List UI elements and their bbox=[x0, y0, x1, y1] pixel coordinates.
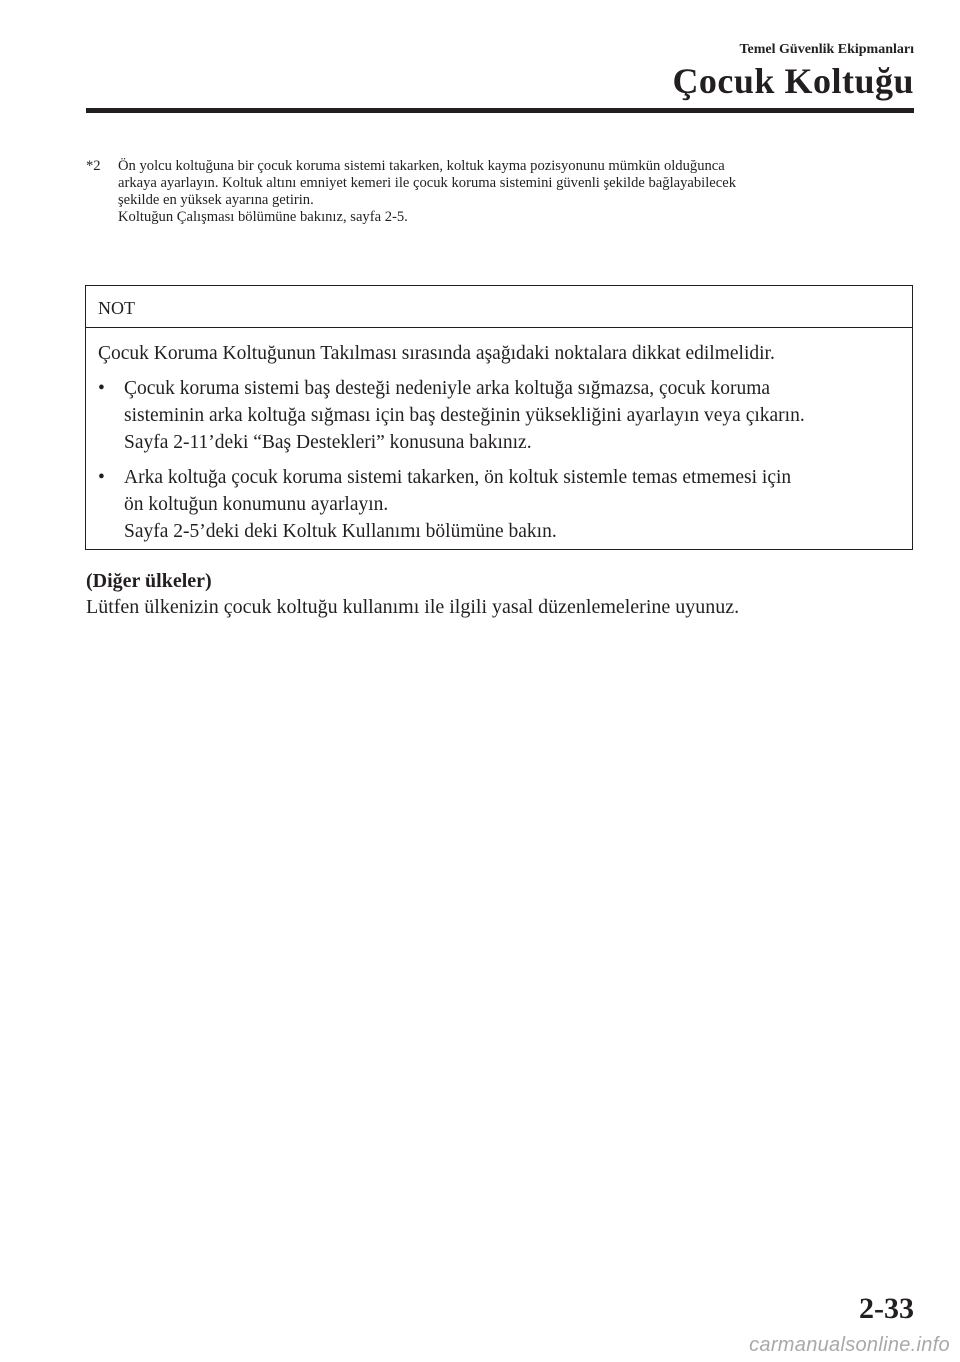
footnote-text bbox=[118, 158, 906, 226]
footnote-line: Ön yolcu koltuğuna bir çocuk koruma sistemi takarken, koltuk kayma pozisyonunu mümkün olduğunca bbox=[118, 158, 725, 174]
page-title: Çocuk Koltuğu bbox=[672, 61, 914, 101]
bullet-line: Arka koltuğa çocuk koruma sistemi takarken, ön koltuk sistemle temas etmemesi için bbox=[124, 467, 792, 488]
other-countries-heading: (Diğer ülkeler) bbox=[86, 570, 212, 592]
bullet-line: sisteminin arka koltuğa sığması için baş desteğinin yüksekliğini ayarlayın veya çıkarın. bbox=[124, 405, 805, 426]
bullet-line: Çocuk koruma sistemi baş desteği nedeniyle arka koltuğa sığmazsa, çocuk koruma bbox=[124, 378, 771, 399]
bullet-line: Sayfa 2-11’deki “Baş Destekleri” konusuna bakınız. bbox=[124, 432, 532, 453]
footnote-marker: *2 bbox=[86, 158, 101, 174]
bullet-dot-icon: • bbox=[98, 467, 105, 488]
other-countries-text: Lütfen ülkenizin çocuk koltuğu kullanımı ile ilgili yasal düzenlemelerine uyunuz. bbox=[86, 596, 740, 618]
bullet-line: ön koltuğun konumunu ayarlayın. bbox=[124, 494, 389, 515]
header-rule bbox=[86, 108, 914, 113]
note-bullet-item bbox=[98, 464, 900, 545]
footnote-line: Koltuğun Çalışması bölümüne bakınız, sayfa 2-5. bbox=[118, 209, 408, 225]
watermark: carmanualsonline.info bbox=[749, 1334, 950, 1356]
bullet-dot-icon: • bbox=[98, 378, 105, 399]
note-heading: NOT bbox=[86, 286, 912, 328]
footnote bbox=[86, 158, 906, 226]
bullet-line: Sayfa 2-5’deki deki Koltuk Kullanımı bölümüne bakın. bbox=[124, 521, 557, 542]
page-number: 2-33 bbox=[859, 1292, 914, 1325]
footnote-line: arkaya ayarlayın. Koltuk altını emniyet kemeri ile çocuk koruma sistemini güvenli şekilde bağlayabilecek bbox=[118, 175, 737, 191]
note-box bbox=[85, 285, 913, 550]
section-title: Temel Güvenlik Ekipmanları bbox=[739, 42, 914, 57]
note-body bbox=[86, 328, 912, 545]
note-intro: Çocuk Koruma Koltuğunun Takılması sırasında aşağıdaki noktalara dikkat edilmelidir. bbox=[98, 343, 775, 364]
footnote-line: şekilde en yüksek ayarına getirin. bbox=[118, 192, 314, 208]
note-bullet-item bbox=[98, 375, 900, 456]
